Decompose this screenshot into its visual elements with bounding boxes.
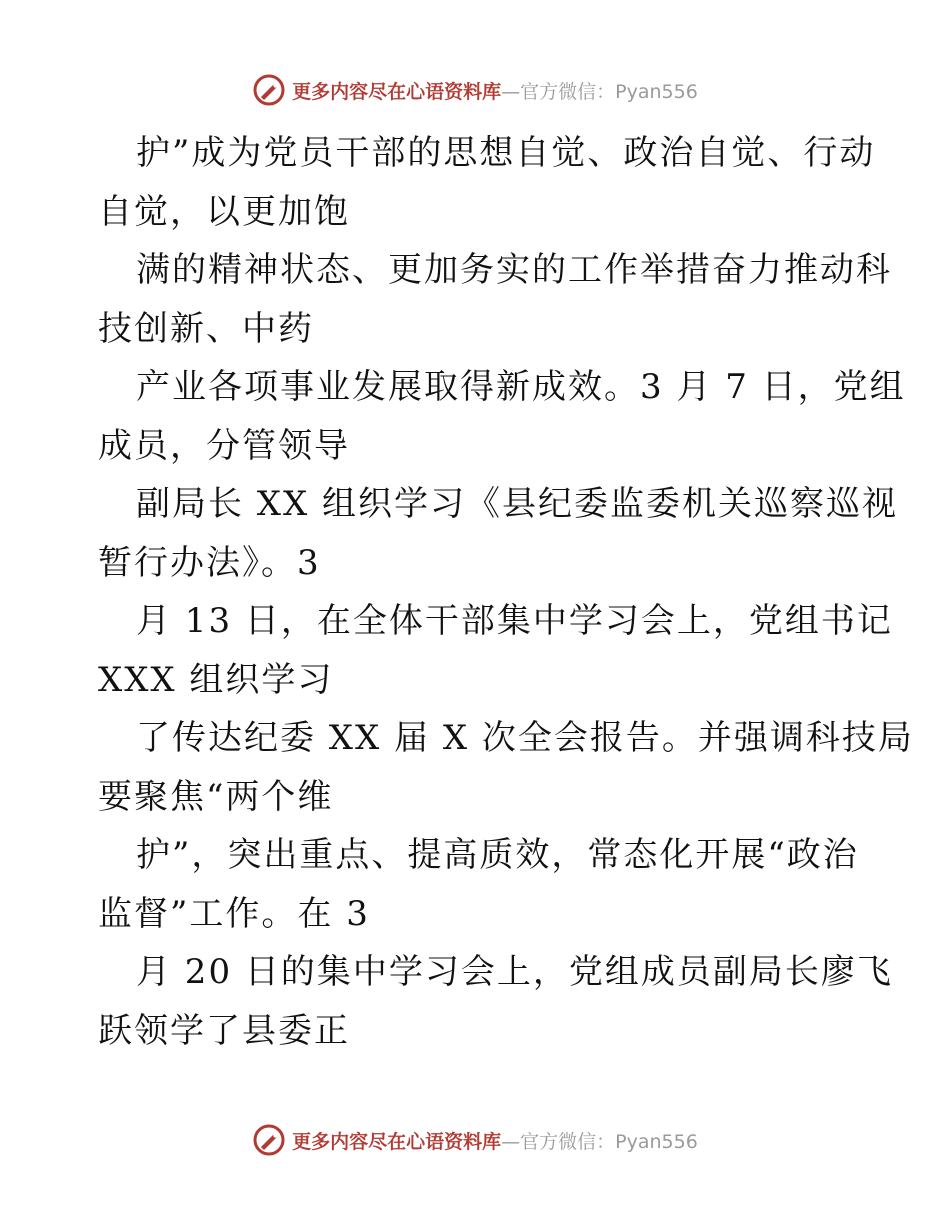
document-body — [98, 124, 914, 1060]
body-line: 副局长 XX 组织学习《县纪委监委机关巡察巡视 — [136, 484, 899, 524]
body-line: 产业各项事业发展取得新成效。3 月 7 日，党组 — [136, 367, 906, 407]
footer-watermark-dash: — — [501, 1130, 521, 1153]
body-line: 满的精神状态、更加务实的工作举措奋力推动科 — [136, 250, 892, 290]
footer-watermark — [0, 1120, 950, 1160]
footer-watermark-main: 更多内容尽在心语资料库 — [292, 1130, 502, 1153]
body-line: 护”，突出重点、提高质效，常态化开展“政治 — [136, 835, 859, 875]
body-line: 护”成为党员干部的思想自觉、政治自觉、行动 — [136, 133, 876, 173]
pen-nib-logo-icon — [252, 73, 286, 107]
pen-nib-logo-icon — [252, 1123, 286, 1157]
footer-watermark-text — [292, 1127, 698, 1154]
body-line: 技创新、中药 — [98, 308, 314, 349]
header-watermark-main: 更多内容尽在心语资料库 — [292, 80, 502, 103]
body-line: 自觉，以更加饱 — [98, 191, 350, 232]
body-line: 暂行办法》。3 — [98, 542, 321, 583]
body-line: 要聚焦“两个维 — [98, 776, 334, 817]
header-watermark — [0, 70, 950, 110]
body-line: 月 13 日，在全体干部集中学习会上，党组书记 — [136, 601, 893, 641]
header-watermark-text — [292, 77, 698, 104]
header-watermark-dash: — — [501, 80, 521, 103]
body-line: 成员，分管领导 — [98, 425, 350, 466]
body-line: 监督”工作。在 3 — [98, 893, 370, 934]
body-line: XXX 组织学习 — [98, 659, 334, 700]
body-line: 了传达纪委 XX 届 X 次全会报告。并强调科技局 — [136, 718, 914, 758]
body-line: 月 20 日的集中学习会上，党组成员副局长廖飞 — [136, 952, 893, 992]
body-line: 跃领学了县委正 — [98, 1010, 350, 1051]
footer-watermark-suffix: 官方微信：Pyan556 — [520, 1130, 698, 1153]
header-watermark-suffix: 官方微信：Pyan556 — [520, 80, 698, 103]
